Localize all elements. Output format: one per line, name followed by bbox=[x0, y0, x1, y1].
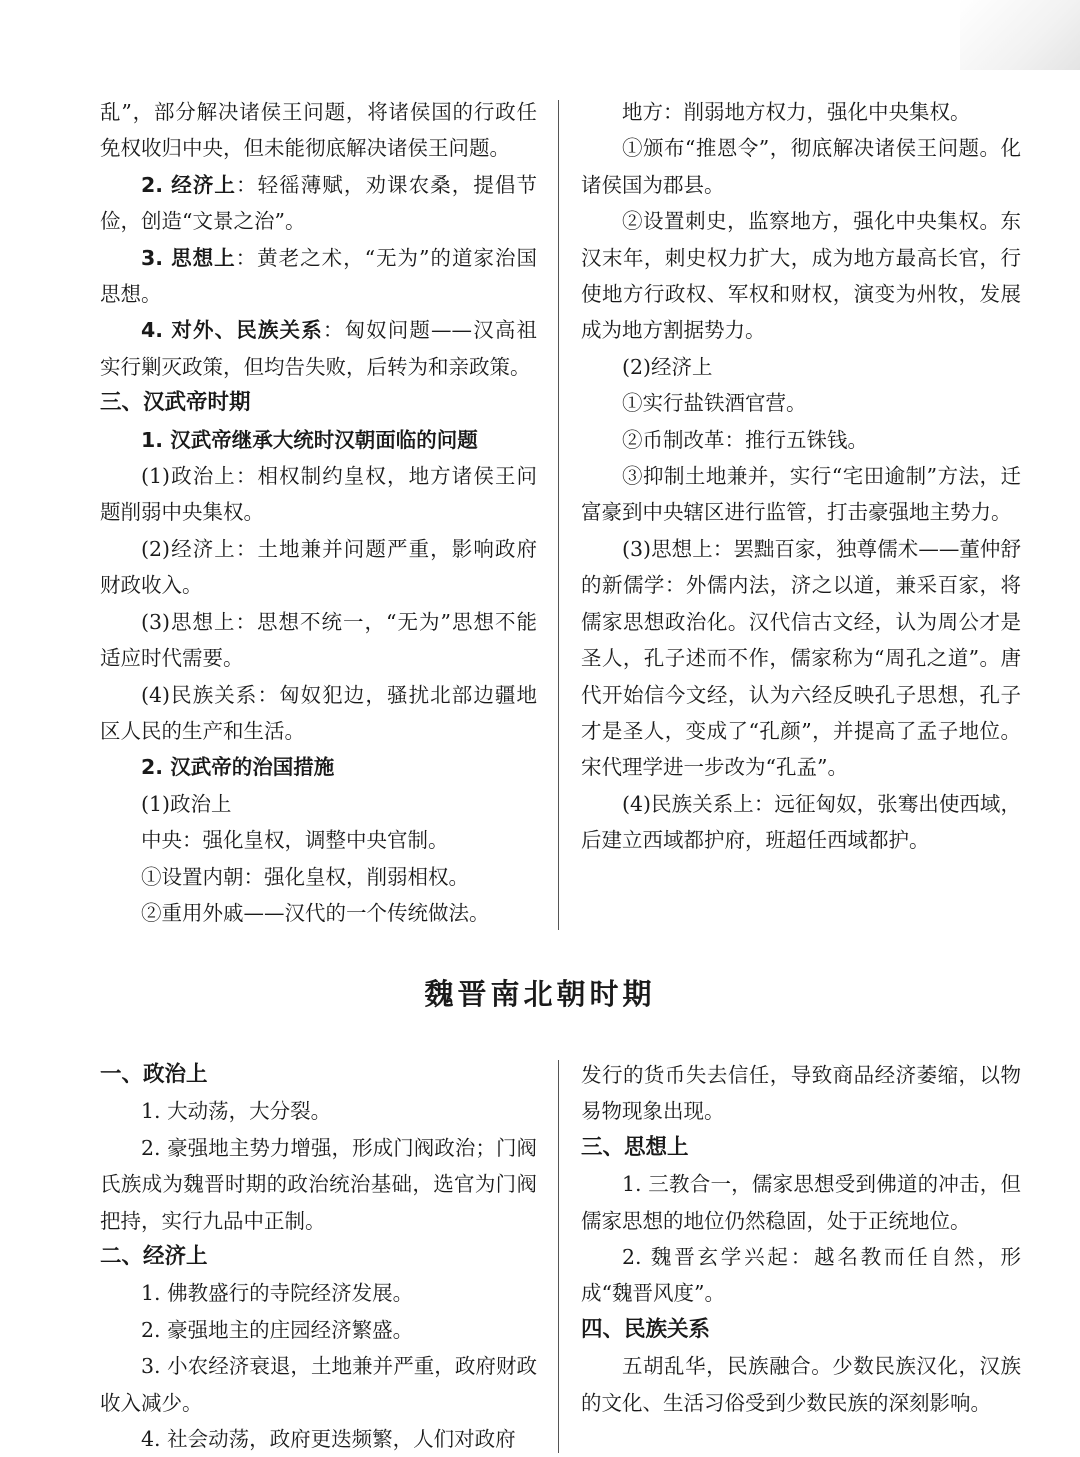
paragraph bbox=[581, 349, 1021, 385]
paragraph-text: 三、思想上 bbox=[581, 1134, 689, 1160]
scan-corner-shade bbox=[960, 0, 1080, 70]
paragraph-text: 1. 佛教盛行的寺院经济发展。 bbox=[141, 1281, 414, 1306]
paragraph-text: 地方：削弱地方权力，强化中央集权。 bbox=[622, 100, 971, 124]
paragraph-text: ①颁布“推恩令”，彻底解决诸侯王问题。化诸侯国为郡县。 bbox=[581, 136, 1021, 197]
paragraph bbox=[581, 130, 1021, 203]
paragraph bbox=[100, 240, 537, 313]
paragraph-text: 2. 魏晋玄学兴起：越名教而任自然，形成“魏晋风度”。 bbox=[581, 1245, 1021, 1306]
inline-label: 4. 对外、民族关系 bbox=[141, 318, 323, 343]
paragraph bbox=[100, 531, 537, 604]
han-left-column bbox=[100, 94, 537, 931]
paragraph-text: ②重用外戚——汉代的一个传统做法。 bbox=[141, 900, 490, 925]
paragraph-text: (4)民族关系上：远征匈奴，张骞出使西域，后建立西域都护府，班超任西域都护。 bbox=[581, 791, 1021, 853]
section-heading bbox=[100, 1057, 537, 1093]
paragraph bbox=[100, 458, 537, 531]
paragraph bbox=[100, 94, 537, 167]
paragraph-text: ②设置刺史，监察地方，强化中央集权。东汉末年，刺史权力扩大，成为地方最高长官，行使地方行政权、军权和财权，演变为州牧，发展成为地方割据势力。 bbox=[581, 209, 1021, 343]
paragraph-text: (1)政治上：相权制约皇权，地方诸侯王问题削弱中央集权。 bbox=[100, 464, 537, 525]
paragraph bbox=[581, 531, 1021, 786]
paragraph-text: (2)经济上：土地兼并问题严重，影响政府财政收入。 bbox=[100, 536, 537, 598]
paragraph-text: 2. 汉武帝的治国措施 bbox=[141, 755, 335, 780]
paragraph-text: 4. 社会动荡，政府更迭频繁，人们对政府 bbox=[141, 1427, 516, 1452]
paragraph-text: 2. 豪强地主的庄园经济繁盛。 bbox=[141, 1317, 414, 1342]
paragraph-text: ：黄老之术，“无为”的道家治国思想。 bbox=[100, 245, 537, 307]
paragraph-text: 中央：强化皇权，调整中央官制。 bbox=[141, 828, 449, 853]
paragraph bbox=[100, 786, 537, 822]
weijin-right-column bbox=[581, 1057, 1021, 1421]
paragraph-text: (4)民族关系：匈奴犯边，骚扰北部边疆地区人民的生产和生活。 bbox=[100, 682, 537, 743]
section-heading bbox=[100, 385, 537, 421]
column-divider-bottom bbox=[558, 1060, 559, 1453]
section-heading bbox=[100, 1239, 537, 1275]
paragraph bbox=[100, 1421, 537, 1457]
paragraph-text: 发行的货币失去信任，导致商品经济萎缩，以物易物现象出现。 bbox=[581, 1063, 1021, 1124]
paragraph bbox=[100, 895, 537, 931]
section-heading bbox=[581, 1312, 1021, 1348]
paragraph bbox=[100, 1275, 537, 1311]
paragraph bbox=[581, 385, 1021, 421]
paragraph bbox=[100, 312, 537, 385]
paragraph bbox=[581, 458, 1021, 531]
inline-label: 2. 经济上 bbox=[141, 172, 236, 197]
paragraph bbox=[581, 1348, 1021, 1421]
paragraph bbox=[100, 859, 537, 895]
subsection-heading bbox=[100, 422, 537, 458]
paragraph-text: 3. 小农经济衰退，土地兼并严重，政府财政收入减少。 bbox=[100, 1354, 537, 1415]
paragraph-text: 四、民族关系 bbox=[581, 1316, 711, 1342]
subsection-heading bbox=[100, 749, 537, 785]
paragraph-text: 三、汉武帝时期 bbox=[100, 390, 251, 416]
paragraph bbox=[581, 1166, 1021, 1239]
paragraph bbox=[100, 1093, 537, 1129]
paragraph-text: 1. 大动荡，大分裂。 bbox=[141, 1099, 332, 1124]
inline-label: 3. 思想上 bbox=[141, 245, 236, 270]
column-divider-top bbox=[558, 100, 559, 930]
paragraph bbox=[100, 1348, 537, 1421]
paragraph-text: (3)思想上：思想不统一，“无为”思想不能适应时代需要。 bbox=[100, 609, 537, 671]
paragraph-text: 一、政治上 bbox=[100, 1062, 208, 1087]
paragraph-text: 1. 汉武帝继承大统时汉朝面临的问题 bbox=[141, 427, 478, 452]
paragraph-text: ：匈奴问题——汉高祖实行剿灭政策，但均告失败，后转为和亲政策。 bbox=[100, 318, 537, 379]
paragraph bbox=[100, 1312, 537, 1348]
section-heading bbox=[581, 1130, 1021, 1166]
paragraph bbox=[100, 1130, 537, 1239]
paragraph-text: 五胡乱华，民族融合。少数民族汉化，汉族的文化、生活习俗受到少数民族的深刻影响。 bbox=[581, 1354, 1021, 1415]
paragraph bbox=[581, 422, 1021, 458]
paragraph bbox=[100, 167, 537, 240]
paragraph bbox=[581, 1239, 1021, 1312]
paragraph bbox=[100, 822, 537, 858]
paragraph-text: (1)政治上 bbox=[141, 791, 232, 816]
paragraph-text: ③抑制土地兼并，实行“宅田逾制”方法，迁富豪到中央辖区进行监管，打击豪强地主势力。 bbox=[581, 464, 1021, 525]
paragraph-text: ：轻徭薄赋，劝课农桑，提倡节俭，创造“文景之治”。 bbox=[100, 172, 537, 234]
paragraph-text: ②币制改革：推行五铢钱。 bbox=[622, 427, 868, 452]
paragraph-text: (3)思想上：罢黜百家，独尊儒术——董仲舒的新儒学：外儒内法，济之以道，兼采百家，将儒家思想政治化。汉代信古文经，认为周公才是圣人，孔子述而不作，儒家称为“周孔之道”。唐代开始信今文经，认为六经反映孔子思想，孔子才是圣人，变成了“孔颜”，并提高了孟子地位。宋代理学进一步改为“孔孟”。 bbox=[581, 536, 1021, 780]
paragraph-text: 1. 三教合一，儒家思想受到佛道的冲击，但儒家思想的地位仍然稳固，处于正统地位。 bbox=[581, 1172, 1021, 1233]
paragraph-text: 乱”，部分解决诸侯王问题，将诸侯国的行政任免权收归中央，但未能彻底解决诸侯王问题。 bbox=[100, 100, 537, 161]
paragraph-text: 二、经济上 bbox=[100, 1244, 208, 1270]
paragraph bbox=[581, 1057, 1021, 1130]
paragraph-text: 2. 豪强地主势力增强，形成门阀政治；门阀氏族成为魏晋时期的政治统治基础，选官为门阀把持，实行九品中正制。 bbox=[100, 1135, 537, 1233]
paragraph bbox=[100, 604, 537, 677]
weijin-left-column bbox=[100, 1057, 537, 1457]
section-title: 魏晋南北朝时期 bbox=[424, 977, 656, 1011]
paragraph bbox=[581, 786, 1021, 859]
paragraph-text: (2)经济上 bbox=[622, 354, 713, 379]
paragraph bbox=[581, 94, 1021, 130]
paragraph-text: ①实行盐铁酒官营。 bbox=[622, 391, 807, 416]
paragraph bbox=[581, 203, 1021, 349]
paragraph bbox=[100, 677, 537, 750]
paragraph-text: ①设置内朝：强化皇权，削弱相权。 bbox=[141, 864, 469, 889]
han-right-column bbox=[581, 94, 1021, 859]
